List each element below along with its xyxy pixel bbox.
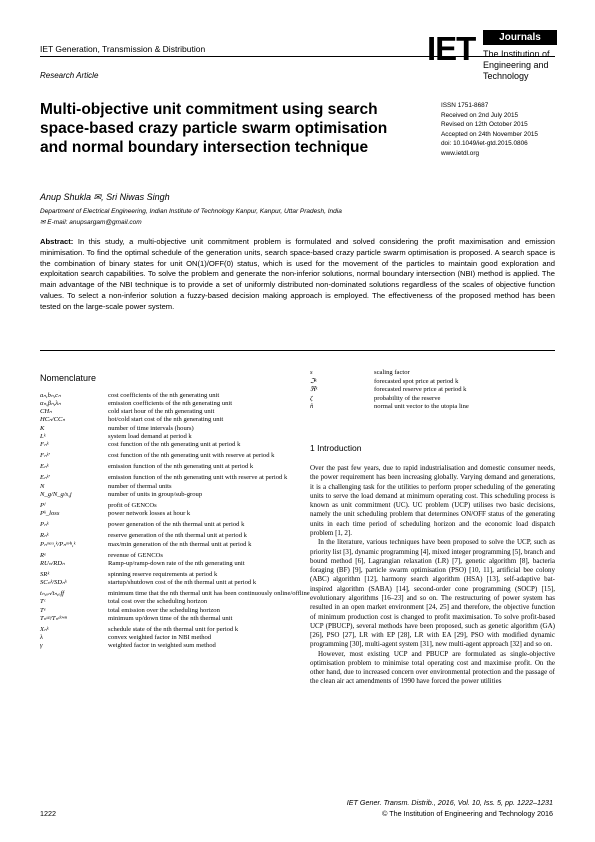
- section-heading-introduction: 1 Introduction: [310, 443, 362, 453]
- nomenclature-row: [40, 579, 310, 587]
- nomenclature-symbol: ℜᵏ: [310, 386, 318, 394]
- nomenclature-definition: forecasted spot price at period k: [374, 377, 459, 385]
- nomenclature-row: [40, 590, 310, 598]
- nomenclature-symbol: λ: [40, 634, 43, 642]
- introduction-body: [310, 464, 555, 687]
- journal-name: IET Generation, Transmission & Distribution: [40, 44, 206, 54]
- nomenclature-symbol: γ: [40, 642, 43, 650]
- article-type: Research Article: [40, 71, 99, 80]
- abstract-text: In this study, a multi-objective unit commitment problem is formulated and solved considering the profit maximisation and emission minimisation. To find the optimal schedule of the generation units, search space-based crazy particle swarm optimisation is proposed. A search space is the combination of binary states for unit ON(1)/OFF(0) status, which is used for the movement of the particles to maintain good exploration and exploitation search capabilities. To solve the problem and generate the non-inferior solutions, normal boundary intersection (NBI) method is applied. The main advantage of the NBI technique is to provide a set of uniformly distributed non-dominated solutions regardless of the scales of objective function values. To select a non-inferior solution a fuzzy-based decision making approach is employed. The effectiveness of the proposed method has been tested on the large-scale power system.: [40, 237, 555, 311]
- nomenclature-title: Nomenclature: [40, 373, 97, 383]
- abstract-label: Abstract:: [40, 237, 74, 246]
- nomenclature-symbol: Fₙᵏ′: [40, 452, 50, 460]
- nomenclature-symbol: CHₙ: [40, 408, 52, 416]
- nomenclature-definition: weighted factor in weighted sum method: [108, 642, 216, 650]
- nomenclature-definition: spinning reserve requirements at period k: [108, 570, 218, 578]
- nomenclature-symbol: tₙ,ₒₙ/tₙ,ₒff: [40, 590, 65, 598]
- nomenclature-row: [40, 521, 310, 529]
- nomenclature-row: [40, 400, 310, 408]
- logo-tagline-line2: Engineering and Technology: [483, 60, 549, 81]
- nomenclature-list: [40, 392, 310, 650]
- intro-paragraph-3: However, most existing UCP and PBUCP are formulated as single-objective optimisation problem to minimise total operating cost and maximise profit. On the other hand, due to increased concern over environmental protection and the passage of the clean air act amendments of 1990 have forced the power utilities: [310, 649, 555, 686]
- nomenclature-row: [40, 571, 310, 579]
- nomenclature-symbol: n̂: [310, 403, 314, 411]
- nomenclature-row: [310, 378, 560, 387]
- nomenclature-symbol: RUₙ/RDₙ: [40, 559, 65, 567]
- nomenclature-row: [40, 532, 310, 540]
- nomenclature-definition: minimum up/down time of the nth thermal unit: [108, 614, 233, 622]
- nomenclature-row: [40, 392, 310, 400]
- nomenclature-definition: number of time intervals (hours): [108, 424, 194, 432]
- nomenclature-row: [40, 598, 310, 606]
- nomenclature-list-continued: [310, 369, 560, 412]
- nomenclature-definition: schedule state of the nth thermal unit for period k: [108, 625, 239, 633]
- doi: doi: 10.1049/iet-gtd.2015.0806: [441, 140, 528, 147]
- nomenclature-definition: profit of GENCOs: [108, 501, 157, 509]
- nomenclature-definition: number of thermal units: [108, 482, 172, 490]
- abstract: [40, 237, 555, 313]
- nomenclature-definition: max/min generation of the nth thermal unit at period k: [108, 540, 252, 548]
- nomenclature-definition: cost function of the nth generating unit at period k: [108, 440, 241, 448]
- nomenclature-definition: probability of the reserve: [374, 394, 441, 402]
- article-metadata: [441, 101, 538, 158]
- nomenclature-row: [310, 395, 560, 404]
- nomenclature-row: [40, 634, 310, 642]
- nomenclature-row: [40, 552, 310, 560]
- nomenclature-definition: reserve generation of the nth thermal unit at period k: [108, 532, 247, 540]
- nomenclature-row: [40, 483, 310, 491]
- nomenclature-symbol: s: [310, 369, 313, 376]
- nomenclature-definition: cost coefficients of the nth generating unit: [108, 392, 220, 399]
- footer-copyright: © The Institution of Engineering and Technology 2016: [382, 809, 553, 818]
- nomenclature-definition: scaling factor: [374, 369, 410, 376]
- nomenclature-definition: total emission over the scheduling horizon: [108, 606, 220, 614]
- paper-title: Multi-objective unit commitment using search space-based crazy particle swarm optimisation and normal boundary intersection technique: [40, 101, 388, 156]
- nomenclature-symbol: Tᶜ: [40, 598, 46, 606]
- nomenclature-row: [40, 502, 310, 510]
- nomenclature-symbol: ℑᵏ: [310, 377, 317, 385]
- nomenclature-row: [40, 491, 310, 499]
- authors: Anup Shukla ✉, Sri Niwas Singh: [40, 192, 170, 202]
- nomenclature-symbol: SRᵏ: [40, 570, 50, 578]
- nomenclature-row: [40, 416, 310, 424]
- logo-iet-text: IET: [427, 30, 476, 67]
- nomenclature-definition: minimum time that the nth thermal unit has been continuously online/offline: [108, 590, 310, 598]
- nomenclature-row: [40, 433, 310, 441]
- nomenclature-row: [40, 452, 310, 460]
- nomenclature-definition: convex weighted factor in NBI method: [108, 634, 212, 642]
- nomenclature-symbol: Eₙᵏ′: [40, 474, 50, 482]
- revised-date: Revised on 12th October 2015: [441, 121, 528, 128]
- logo-tagline-line1: The Institution of: [483, 49, 550, 59]
- nomenclature-row: [40, 441, 310, 449]
- nomenclature-symbol: Pᶠ: [40, 501, 46, 509]
- nomenclature-definition: revenue of GENCOs: [108, 551, 163, 559]
- logo-tagline: [483, 49, 560, 82]
- nomenclature-row: [40, 642, 310, 650]
- nomenclature-symbol: HCₙ/CCₙ: [40, 416, 66, 424]
- nomenclature-row: [40, 425, 310, 433]
- nomenclature-row: [310, 369, 560, 378]
- footer-citation: IET Gener. Transm. Distrib., 2016, Vol. 10, Iss. 5, pp. 1222–1231: [346, 798, 553, 807]
- nomenclature-row: [310, 386, 560, 395]
- nomenclature-row: [40, 615, 310, 623]
- nomenclature-symbol: N_g/N_g/s,j: [40, 490, 72, 498]
- nomenclature-symbol: Tₙᵘᵖ/Tₙᵈᵒʷⁿ: [40, 614, 67, 622]
- nomenclature-definition: emission function of the nth generating unit with reserve at period k: [108, 474, 288, 482]
- nomenclature-row: [40, 607, 310, 615]
- issn: ISSN 1751-8687: [441, 102, 489, 109]
- nomenclature-definition: cold start hour of the nth generating unit: [108, 408, 215, 416]
- received-date: Received on 2nd July 2015: [441, 111, 519, 119]
- nomenclature-symbol: Lᵏ: [40, 432, 46, 440]
- email: ✉ E-mail: anupsargam@gmail.com: [40, 219, 142, 226]
- nomenclature-row: [40, 474, 310, 482]
- nomenclature-symbol: Eₙᵏ: [40, 463, 49, 471]
- nomenclature-symbol: N: [40, 482, 45, 490]
- nomenclature-definition: emission function of the nth generating unit at period k: [108, 463, 254, 471]
- intro-paragraph-1: Over the past few years, due to rapid industrialisation and domestic consumer needs, the power requirement has been increasing globally. Varying demand and generations, it is a challenging task for the utilities to perform proper scheduling of the generating units to serve the load demand at minimum operating cost. This scheduling process is known as unit commitment (UC). UC problem (UCP) utilises two basic decisions, namely the unit scheduling problem that determines ON/OFF status of the generating units in each time period of scheduling horizon and the economic load dispatch problem [1, 2].: [310, 464, 555, 537]
- nomenclature-symbol: aₙ,bₙ,cₙ: [40, 392, 61, 399]
- nomenclature-symbol: K: [40, 424, 45, 432]
- nomenclature-row: [40, 408, 310, 416]
- logo-journals-badge: Journals: [483, 30, 557, 45]
- nomenclature-symbol: Rₙᵏ: [40, 532, 49, 540]
- intro-paragraph-2: In the literature, various techniques have been proposed to solve the UCP, such as priority list [3], dynamic programming [4], mixed integer programming [5], branch and bound method [6], Lagrangian relaxation (LR) [7], genetic algorithm [8], bacteria foraging (BF) [9], particle swarm optimisation (PSO) [10, 11], artificial bee colony (ABC) algorithm [12], harmony search algorithm (HSA) [13], self-adaptive bat-inspired algorithm (SABA) [14], second-order cone programming (SOCP) [15], evolutionary algorithms [16–23] and so on. The restructuring of power system has resulted in an open market environment [24, 25] and therefore, the objective function of minimum production cost is changed to profit maximisation. To solve profit-based UCP (PBUCP), several methods have been proposed, such as genetic algorithm (GA) [26], PSO [27], LR with EP [28], LR with EA [29], PSO with modified dynamic programming [30], multi-agent system [31], new multi-agent approach [32] and so on.: [310, 538, 555, 649]
- nomenclature-symbol: Pₙᵏ: [40, 521, 49, 529]
- nomenclature-symbol: Xₙᵏ: [40, 625, 49, 633]
- nomenclature-row: [310, 403, 560, 412]
- nomenclature-symbol: αₙ,βₙ,λₙ: [40, 400, 61, 408]
- nomenclature-row: [40, 463, 310, 471]
- nomenclature-definition: cost function of the nth generating unit with reserve at period k: [108, 452, 275, 460]
- nomenclature-definition: total cost over the scheduling horizon: [108, 598, 208, 606]
- nomenclature-symbol: ζ: [310, 394, 313, 402]
- nomenclature-definition: Ramp-up/ramp-down rate of the nth generating unit: [108, 559, 245, 567]
- nomenclature-definition: startup/shutdown cost of the nth thermal unit at period k: [108, 579, 257, 587]
- iet-journals-logo: [427, 30, 560, 84]
- nomenclature-symbol: Rᵉ: [40, 551, 46, 559]
- nomenclature-row: [40, 541, 310, 549]
- abstract-rule: [40, 350, 555, 351]
- nomenclature-definition: system load demand at period k: [108, 432, 192, 440]
- affiliation: Department of Electrical Engineering, Indian Institute of Technology Kanpur, Kanpur, Uttar Pradesh, India: [40, 208, 342, 215]
- nomenclature-symbol: Tᵉ: [40, 606, 46, 614]
- nomenclature-row: [40, 560, 310, 568]
- nomenclature-symbol: SCₙᵏ/SDₙᵏ: [40, 579, 67, 587]
- nomenclature-definition: power network losses at hour k: [108, 510, 191, 518]
- nomenclature-symbol: Fₙᵏ: [40, 440, 49, 448]
- nomenclature-symbol: Pᵏ_loss: [40, 510, 60, 518]
- nomenclature-definition: power generation of the nth thermal unit at period k: [108, 521, 245, 529]
- accepted-date: Accepted on 24th November 2015: [441, 130, 538, 138]
- nomenclature-definition: number of units in group/sub-group: [108, 490, 203, 498]
- page-number: 1222: [40, 809, 56, 818]
- nomenclature-row: [40, 626, 310, 634]
- nomenclature-row: [40, 510, 310, 518]
- website: www.ietdl.org: [441, 149, 480, 157]
- nomenclature-definition: hot/cold start cost of the nth generating unit: [108, 416, 224, 424]
- nomenclature-symbol: Pₙᵐᵃˣ,ᵏ/Pₙᵐⁱⁿ,ᵏ: [40, 540, 76, 548]
- nomenclature-definition: forecasted reserve price at period k: [374, 386, 467, 394]
- nomenclature-definition: normal unit vector to the utopia line: [374, 403, 469, 411]
- nomenclature-definition: emission coefficients of the nth generating unit: [108, 400, 233, 408]
